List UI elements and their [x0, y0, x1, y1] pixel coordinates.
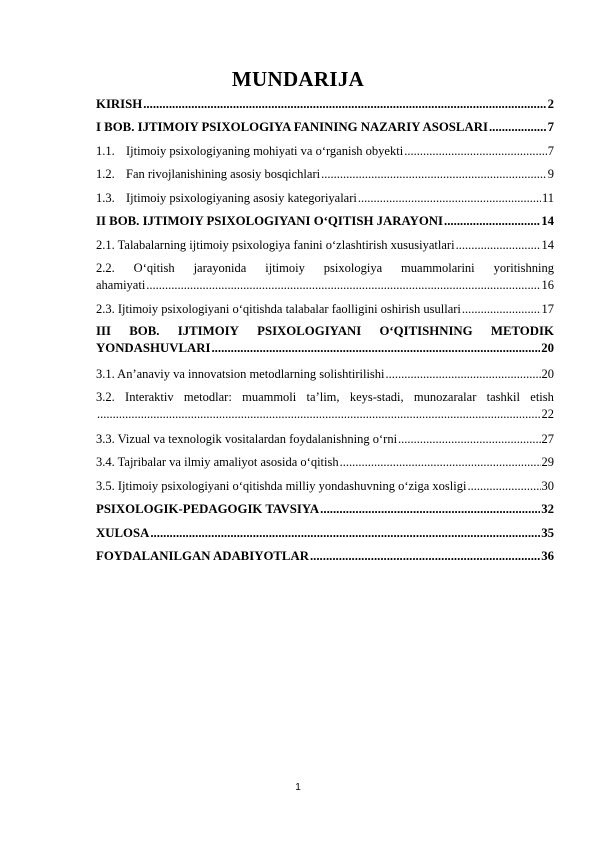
toc-page: 7 [547, 144, 554, 158]
page-title: MUNDARIJA [231, 67, 365, 91]
toc-word: yoritishning [493, 261, 554, 275]
toc-label: XULOSA [96, 526, 150, 540]
toc-page: 32 [541, 502, 554, 516]
toc-label: 3.1. An’anaviy va innovatsion metodlarning solishtirilishi [96, 367, 385, 381]
toc-page: 7 [547, 120, 554, 134]
toc-word: jarayonida [193, 261, 247, 275]
toc-line-2 [96, 406, 554, 423]
toc-label: Ijtimoiy psixologiyaning mohiyati va o‘rganish obyekti [126, 144, 404, 158]
toc-leader [321, 166, 547, 183]
toc-word: BOB. [129, 324, 160, 338]
toc-word: PSIXOLOGIYANI [257, 324, 362, 338]
toc-entry-kirish[interactable] [96, 96, 554, 113]
toc-line-2 [96, 277, 554, 294]
toc-word: psixologiya [323, 261, 383, 275]
toc-page: 16 [541, 278, 554, 292]
toc-label: Fan rivojlanishining asosiy bosqichlari [126, 167, 321, 181]
toc-number: 1.3. [96, 191, 115, 205]
toc-leader [467, 478, 540, 495]
toc-label: 3.5. Ijtimoiy psixologiyani o‘qitishda milliy yondashuvning o‘ziga xosligi [96, 479, 467, 493]
toc-leader [310, 548, 540, 565]
toc-page: 14 [541, 238, 554, 252]
toc-entry-3-5[interactable] [96, 478, 554, 495]
toc-leader [489, 119, 547, 136]
toc-entry-chapter-1[interactable] [96, 119, 554, 136]
toc-leader [143, 96, 546, 113]
toc-page: 20 [541, 341, 554, 355]
toc-entry-adabiyotlar[interactable] [96, 548, 554, 565]
toc-entry-3-2[interactable] [96, 389, 554, 423]
toc-word: 2.2. [96, 261, 115, 275]
toc-word: Interaktiv [125, 390, 174, 404]
toc-line-2 [96, 340, 554, 357]
toc-page: 20 [541, 367, 554, 381]
toc-word: METODIK [490, 324, 554, 338]
toc-entry-1-3[interactable] [96, 190, 554, 207]
toc-word: keys-stadi, [349, 390, 404, 404]
toc-page: 2 [547, 97, 554, 111]
toc-leader [150, 525, 540, 542]
toc-leader [462, 301, 541, 318]
toc-word: muammolarini [401, 261, 475, 275]
toc-line-1 [96, 389, 554, 406]
toc-number: 1.2. [96, 167, 115, 181]
toc-word: III [96, 324, 111, 338]
toc-label: 3.4. Tajribalar va ilmiy amaliyot asosida o‘qitish [96, 455, 339, 469]
toc-page: 11 [541, 191, 554, 205]
toc-word: IJTIMOIY [177, 324, 239, 338]
toc-page: 9 [547, 167, 554, 181]
toc-leader [404, 143, 547, 160]
toc-entry-3-4[interactable] [96, 454, 554, 471]
toc-entry-1-2[interactable] [96, 166, 554, 183]
toc-label: 2.3. Ijtimoiy psixologiyani o‘qitishda talabalar faolligini oshirish usullari [96, 302, 461, 316]
toc-entry-xulosa[interactable] [96, 525, 554, 542]
toc-entry-2-2[interactable] [96, 260, 554, 294]
toc-page: 22 [541, 407, 554, 421]
toc-label: KIRISH [96, 97, 143, 111]
toc-entry-3-3[interactable] [96, 431, 554, 448]
toc-entry-2-1[interactable] [96, 237, 554, 254]
toc-label: 2.1. Talabalarning ijtimoiy psixologiya fanini o‘zlashtirish xususiyatlari [96, 238, 455, 252]
toc-line-1 [96, 260, 554, 277]
toc-word: O‘qitish [133, 261, 175, 275]
toc-word: tashkil [486, 390, 520, 404]
toc-label: II BOB. IJTIMOIY PSIXOLOGIYANI O‘QITISH JARAYONI [96, 214, 444, 228]
toc-leader [444, 213, 540, 230]
toc-word: etish [530, 390, 554, 404]
toc-word: O‘QITISHNING [379, 324, 473, 338]
toc-page: 30 [541, 479, 554, 493]
toc-entry-3-1[interactable] [96, 366, 554, 383]
toc-page: 29 [541, 455, 554, 469]
toc-entry-chapter-3[interactable] [96, 323, 554, 357]
toc-word: metodlar: [183, 390, 232, 404]
toc-entry-chapter-2[interactable] [96, 213, 554, 230]
toc-label: I BOB. IJTIMOIY PSIXOLOGIYA FANINING NAZARIY ASOSLARI [96, 120, 488, 134]
toc-word: 3.2. [96, 390, 115, 404]
toc-word: munozaralar [413, 390, 477, 404]
toc-page: 36 [541, 549, 554, 563]
toc-entry-tavsiya[interactable] [96, 501, 554, 518]
toc-label: YONDASHUVLARI [96, 341, 211, 355]
toc-word: muammoli [242, 390, 297, 404]
toc-label: 3.3. Vizual va texnologik vositalardan foydalanishning o‘rni [96, 432, 398, 446]
toc-page: 14 [541, 214, 554, 228]
toc-leader [456, 237, 541, 254]
toc-label: Ijtimoiy psixologiyaning asosiy kategoriyalari [126, 191, 357, 205]
toc-label: PSIXOLOGIK-PEDAGOGIK TAVSIYA [96, 502, 320, 516]
toc-number: 1.1. [96, 144, 115, 158]
toc-leader [340, 454, 541, 471]
toc-leader [358, 190, 541, 207]
toc-leader [398, 431, 540, 448]
toc-line-1 [96, 323, 554, 340]
toc-word: ijtimoiy [265, 261, 305, 275]
toc-leader [146, 277, 540, 294]
toc-page: 35 [541, 526, 554, 540]
toc-page: 17 [541, 302, 554, 316]
toc-label: FOYDALANILGAN ADABIYOTLAR [96, 549, 309, 563]
toc-leader [211, 340, 540, 357]
toc-entry-2-3[interactable] [96, 301, 554, 318]
toc-word: ta’lim, [306, 390, 340, 404]
toc-leader [386, 366, 541, 383]
toc-page: 27 [541, 432, 554, 446]
toc-leader [320, 501, 540, 518]
toc-entry-1-1[interactable] [96, 143, 554, 160]
toc-leader [97, 406, 541, 423]
toc-label: ahamiyati [96, 278, 146, 292]
page-number: 1 [295, 782, 301, 793]
